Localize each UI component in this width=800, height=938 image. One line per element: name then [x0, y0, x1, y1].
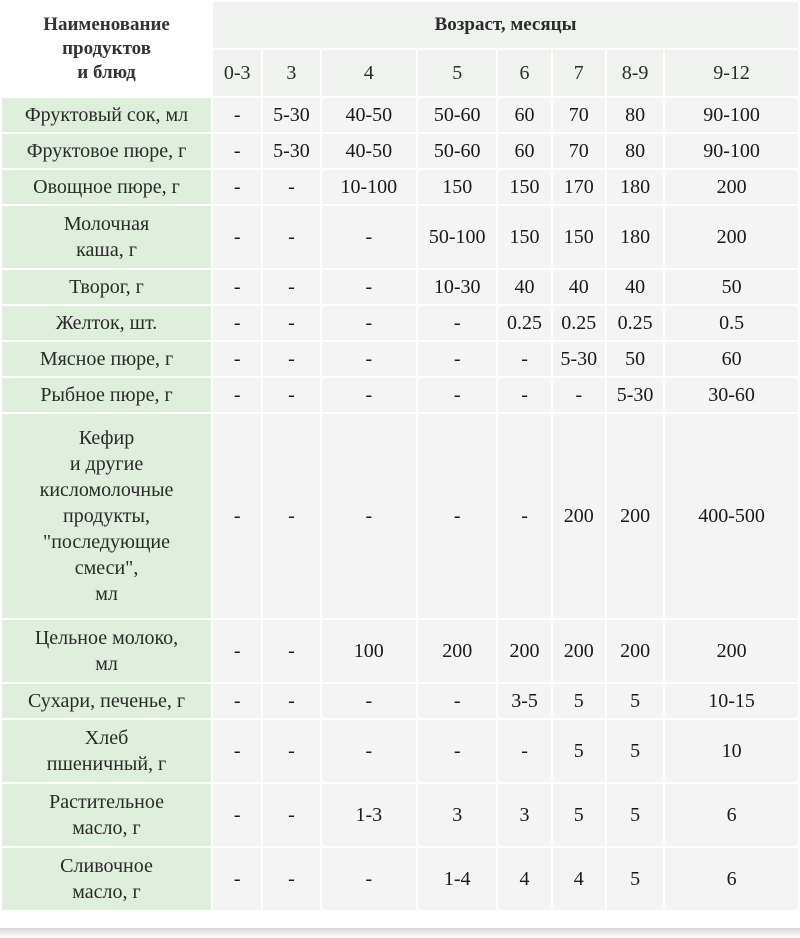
amount-cell: - [498, 414, 550, 618]
amount-cell: - [213, 342, 261, 376]
amount-cell: - [418, 720, 496, 782]
amount-cell: - [322, 342, 416, 376]
amount-cell: - [322, 848, 416, 910]
amount-cell: - [213, 206, 261, 268]
amount-cell: - [322, 414, 416, 618]
amount-cell: 40 [553, 270, 605, 304]
amount-cell: - [418, 684, 496, 718]
product-name-cell [2, 306, 211, 340]
amount-cell: 60 [498, 134, 550, 168]
amount-cell: 5-30 [263, 134, 319, 168]
product-name-line: и другие [69, 453, 144, 475]
amount-cell: - [263, 684, 319, 718]
amount-cell: 50 [607, 342, 663, 376]
product-name-line: Молочная [63, 213, 150, 235]
table-row [2, 98, 798, 132]
product-name-cell [2, 342, 211, 376]
product-name-line: Фруктовый сок, мл [24, 104, 189, 126]
amount-cell: - [213, 684, 261, 718]
product-name-cell [2, 414, 211, 618]
amount-cell: 90-100 [665, 134, 798, 168]
amount-cell: 5 [553, 784, 605, 846]
amount-cell: - [322, 306, 416, 340]
product-name-line: кисломолочные [39, 479, 174, 501]
amount-cell: 150 [498, 206, 550, 268]
amount-cell: - [322, 270, 416, 304]
product-name-line: "последующие [43, 531, 170, 553]
age-column-header: 3 [263, 50, 319, 96]
amount-cell: 4 [498, 848, 550, 910]
amount-cell: 30-60 [665, 378, 798, 412]
amount-cell: 400-500 [665, 414, 798, 618]
amount-cell: - [418, 378, 496, 412]
amount-cell: 5-30 [263, 98, 319, 132]
amount-cell: - [322, 206, 416, 268]
amount-cell: - [498, 720, 550, 782]
amount-cell: - [553, 378, 605, 412]
amount-cell: - [322, 720, 416, 782]
product-name-line: Цельное молоко, [34, 627, 179, 649]
amount-cell: 60 [498, 98, 550, 132]
amount-cell: 40 [498, 270, 550, 304]
product-name-cell [2, 98, 211, 132]
product-name-line: масло, г [72, 817, 141, 839]
amount-cell: - [263, 306, 319, 340]
amount-cell: 40-50 [322, 98, 416, 132]
amount-cell: 6 [665, 848, 798, 910]
amount-cell: - [263, 270, 319, 304]
amount-cell: 5 [607, 848, 663, 910]
amount-cell: - [263, 414, 319, 618]
amount-cell: 80 [607, 98, 663, 132]
product-name-line: Желток, шт. [55, 312, 158, 334]
amount-cell: 80 [607, 134, 663, 168]
product-header-line: Наименование [43, 14, 170, 35]
product-name-cell [2, 134, 211, 168]
amount-cell: - [213, 784, 261, 846]
amount-cell: 10-100 [322, 170, 416, 204]
table-row [2, 206, 798, 268]
age-column-header: 7 [553, 50, 605, 96]
amount-cell: 1-3 [322, 784, 416, 846]
product-name-line: Овощное пюре, г [33, 176, 180, 198]
amount-cell: 180 [607, 170, 663, 204]
amount-cell: - [322, 378, 416, 412]
amount-cell: - [213, 620, 261, 682]
amount-cell: 50-100 [418, 206, 496, 268]
product-name-cell [2, 270, 211, 304]
amount-cell: 0.25 [607, 306, 663, 340]
product-name-line: Мясное пюре, г [39, 348, 174, 370]
amount-cell: - [263, 620, 319, 682]
amount-cell: 50-60 [418, 134, 496, 168]
amount-cell: 60 [665, 342, 798, 376]
amount-cell: - [213, 306, 261, 340]
table-row [2, 342, 798, 376]
amount-cell: - [263, 206, 319, 268]
amount-cell: - [213, 170, 261, 204]
product-name-line: пшеничный, г [46, 753, 167, 775]
product-header-line: и блюд [77, 62, 136, 83]
product-name-cell [2, 620, 211, 682]
amount-cell: 200 [553, 414, 605, 618]
amount-cell: 100 [322, 620, 416, 682]
product-name-cell [2, 848, 211, 910]
amount-cell: - [322, 684, 416, 718]
product-column-header [2, 2, 211, 96]
amount-cell: - [213, 848, 261, 910]
table-row [2, 378, 798, 412]
product-header-line: продуктов [62, 38, 151, 59]
amount-cell: 3-5 [498, 684, 550, 718]
amount-cell: - [498, 378, 550, 412]
table-row [2, 270, 798, 304]
amount-cell: 5 [553, 720, 605, 782]
table-row [2, 720, 798, 782]
amount-cell: - [263, 342, 319, 376]
product-name-line: Творог, г [69, 276, 144, 298]
product-name-line: Сухари, печенье, г [27, 690, 186, 712]
age-column-header: 6 [498, 50, 550, 96]
amount-cell: - [263, 378, 319, 412]
age-column-header: 0-3 [213, 50, 261, 96]
amount-cell: - [418, 414, 496, 618]
amount-cell: 10-30 [418, 270, 496, 304]
table-row [2, 134, 798, 168]
amount-cell: - [263, 848, 319, 910]
amount-cell: 150 [553, 206, 605, 268]
product-name-cell [2, 170, 211, 204]
amount-cell: 150 [498, 170, 550, 204]
amount-cell: - [213, 134, 261, 168]
amount-cell: 0.5 [665, 306, 798, 340]
amount-cell: 40 [607, 270, 663, 304]
product-name-line: смеси", [74, 557, 139, 579]
amount-cell: - [213, 720, 261, 782]
amount-cell: 90-100 [665, 98, 798, 132]
amount-cell: 200 [665, 206, 798, 268]
amount-cell: - [263, 784, 319, 846]
amount-cell: 5 [607, 720, 663, 782]
product-name-line: Сливочное [60, 855, 153, 877]
amount-cell: - [418, 306, 496, 340]
product-name-line: Растительное [49, 791, 164, 813]
table-row [2, 306, 798, 340]
amount-cell: - [213, 98, 261, 132]
amount-cell: 10-15 [665, 684, 798, 718]
amount-cell: 150 [418, 170, 496, 204]
amount-cell: - [263, 170, 319, 204]
product-name-cell [2, 784, 211, 846]
amount-cell: 3 [498, 784, 550, 846]
amount-cell: 200 [665, 170, 798, 204]
product-name-line: каша, г [76, 239, 137, 261]
amount-cell: 0.25 [553, 306, 605, 340]
table-row [2, 848, 798, 910]
product-name-line: Хлеб [84, 727, 129, 749]
amount-cell: 40-50 [322, 134, 416, 168]
amount-cell: 50-60 [418, 98, 496, 132]
product-name-line: Фруктовое пюре, г [26, 140, 187, 162]
amount-cell: - [418, 342, 496, 376]
bottom-divider [0, 928, 800, 938]
amount-cell: 50 [665, 270, 798, 304]
amount-cell: 6 [665, 784, 798, 846]
table-row [2, 170, 798, 204]
product-name-line: продукты, [63, 505, 150, 527]
amount-cell: 5-30 [607, 378, 663, 412]
product-name-cell [2, 378, 211, 412]
table-row [2, 620, 798, 682]
product-name-cell [2, 684, 211, 718]
amount-cell: 180 [607, 206, 663, 268]
table-row [2, 784, 798, 846]
amount-cell: - [213, 270, 261, 304]
product-name-line: масло, г [72, 881, 141, 903]
amount-cell: - [213, 414, 261, 618]
amount-cell: 5 [607, 684, 663, 718]
table-row [2, 414, 798, 618]
amount-cell: 3 [418, 784, 496, 846]
amount-cell: - [263, 720, 319, 782]
amount-cell: 200 [498, 620, 550, 682]
amount-cell: 0.25 [498, 306, 550, 340]
amount-cell: 200 [665, 620, 798, 682]
age-column-header: 9-12 [665, 50, 798, 96]
product-name-cell [2, 720, 211, 782]
amount-cell: 70 [553, 98, 605, 132]
amount-cell: 200 [553, 620, 605, 682]
amount-cell: 200 [607, 414, 663, 618]
amount-cell: 200 [418, 620, 496, 682]
age-column-header: 5 [418, 50, 496, 96]
amount-cell: 170 [553, 170, 605, 204]
amount-cell: - [213, 378, 261, 412]
amount-cell: 5 [553, 684, 605, 718]
amount-cell: 4 [553, 848, 605, 910]
amount-cell: 200 [607, 620, 663, 682]
amount-cell: 5-30 [553, 342, 605, 376]
product-name-cell [2, 206, 211, 268]
amount-cell: 10 [665, 720, 798, 782]
amount-cell: 5 [607, 784, 663, 846]
amount-cell: 1-4 [418, 848, 496, 910]
product-name-line: мл [95, 653, 118, 675]
age-group-header: Возраст, месяцы [213, 2, 798, 48]
age-column-header: 8-9 [607, 50, 663, 96]
table-row [2, 684, 798, 718]
product-name-line: Рыбное пюре, г [40, 384, 173, 406]
product-name-line: мл [95, 583, 118, 605]
product-name-line: Кефир [78, 427, 135, 449]
age-column-header: 4 [322, 50, 416, 96]
amount-cell: 70 [553, 134, 605, 168]
amount-cell: - [498, 342, 550, 376]
